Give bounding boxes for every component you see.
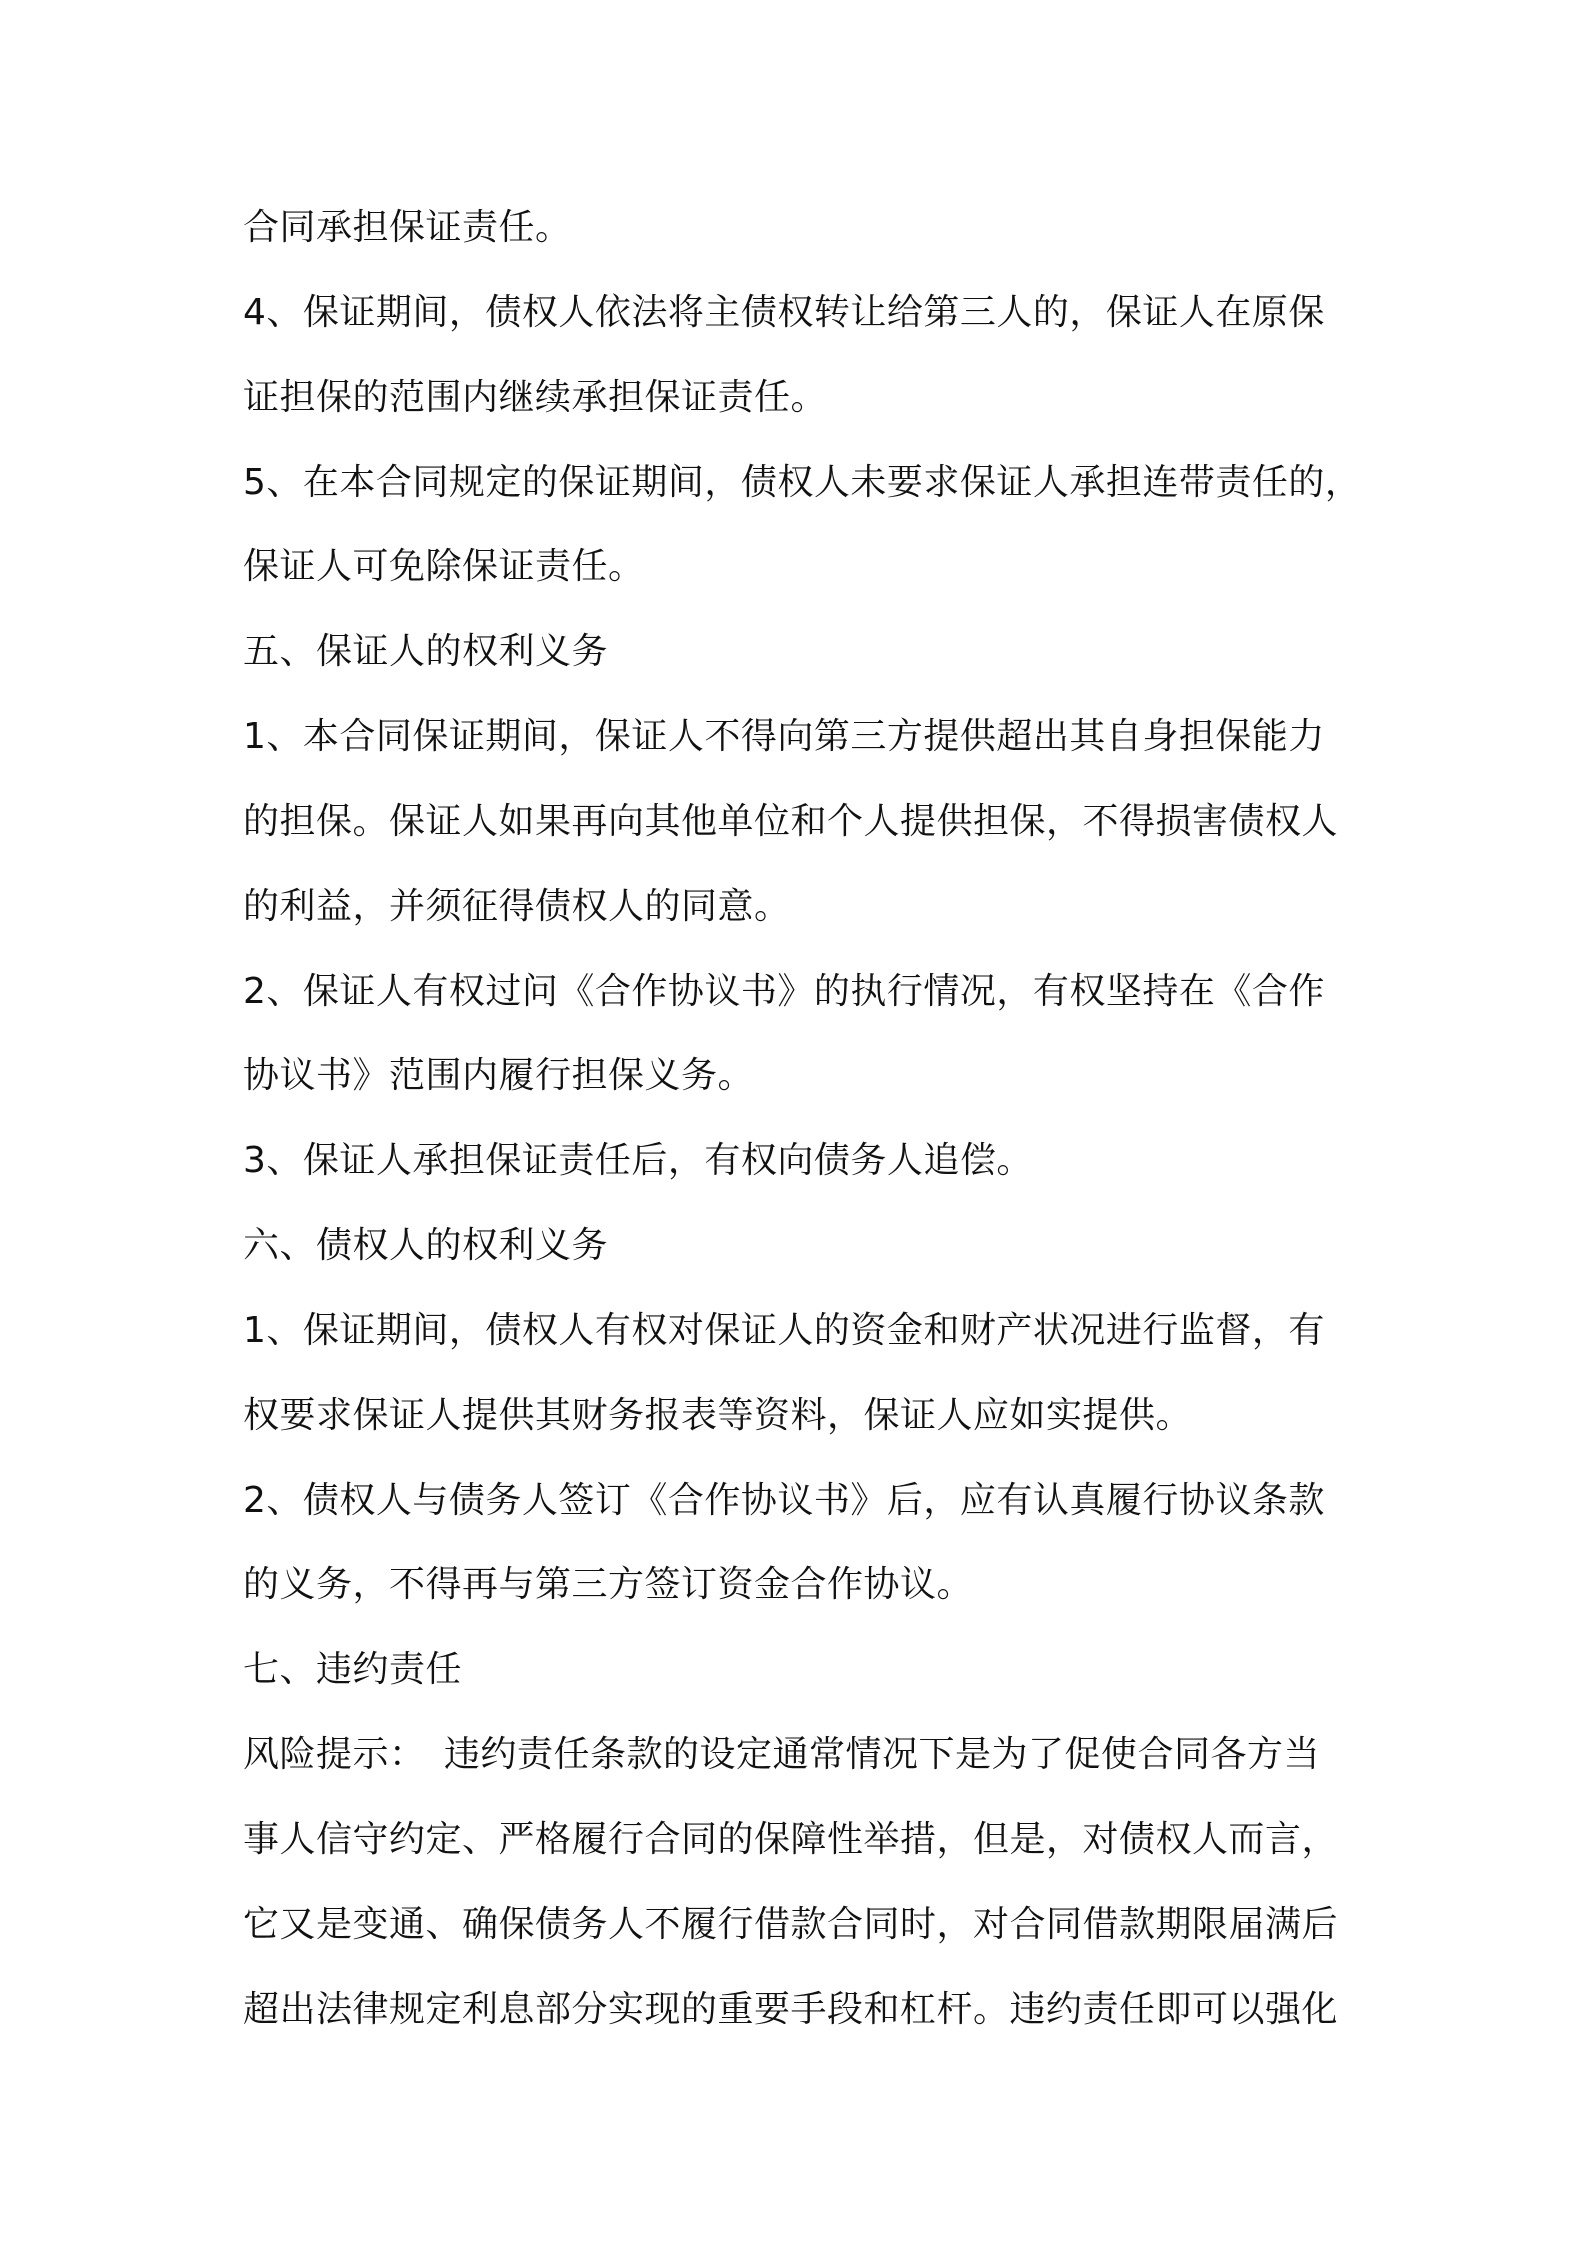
text-line: 事人信守约定、严格履行合同的保障性举措，但是，对债权人而言， — [243, 1819, 1339, 1860]
text-line: 协议书》范围内履行担保义务。 — [243, 1055, 755, 1096]
text-line: 合同承担保证责任。 — [243, 207, 572, 248]
text-line: 1、保证期间，债权人有权对保证人的资金和财产状况进行监督，有 — [243, 1310, 1325, 1351]
text-line: 的义务，不得再与第三方签订资金合作协议。 — [243, 1564, 974, 1605]
text-line: 风险提示： 违约责任条款的设定通常情况下是为了促使合同各方当 — [243, 1734, 1321, 1775]
text-line: 2、债权人与债务人签订《合作协议书》后，应有认真履行协议条款 — [243, 1480, 1325, 1521]
text-line: 权要求保证人提供其财务报表等资料，保证人应如实提供。 — [243, 1395, 1193, 1436]
section-heading: 五、保证人的权利义务 — [243, 631, 609, 672]
text-line: 证担保的范围内继续承担保证责任。 — [243, 377, 828, 418]
text-line: 2、保证人有权过问《合作协议书》的执行情况，有权坚持在《合作 — [243, 971, 1325, 1012]
text-line: 5、在本合同规定的保证期间，债权人未要求保证人承担连带责任的， — [243, 462, 1362, 503]
text-line: 4、保证期间，债权人依法将主债权转让给第三人的，保证人在原保 — [243, 292, 1325, 333]
text-line: 保证人可免除保证责任。 — [243, 546, 645, 587]
text-line: 1、本合同保证期间，保证人不得向第三方提供超出其自身担保能力 — [243, 716, 1325, 757]
section-heading: 六、债权人的权利义务 — [243, 1225, 609, 1266]
text-line: 的利益，并须征得债权人的同意。 — [243, 886, 791, 927]
text-line: 它又是变通、确保债务人不履行借款合同时，对合同借款期限届满后 — [243, 1904, 1339, 1945]
text-line: 的担保。保证人如果再向其他单位和个人提供担保，不得损害债权人 — [243, 801, 1339, 842]
text-line: 3、保证人承担保证责任后，有权向债务人追偿。 — [243, 1140, 1033, 1181]
text-line: 超出法律规定利息部分实现的重要手段和杠杆。违约责任即可以强化 — [243, 1989, 1339, 2030]
section-heading: 七、违约责任 — [243, 1649, 463, 1690]
